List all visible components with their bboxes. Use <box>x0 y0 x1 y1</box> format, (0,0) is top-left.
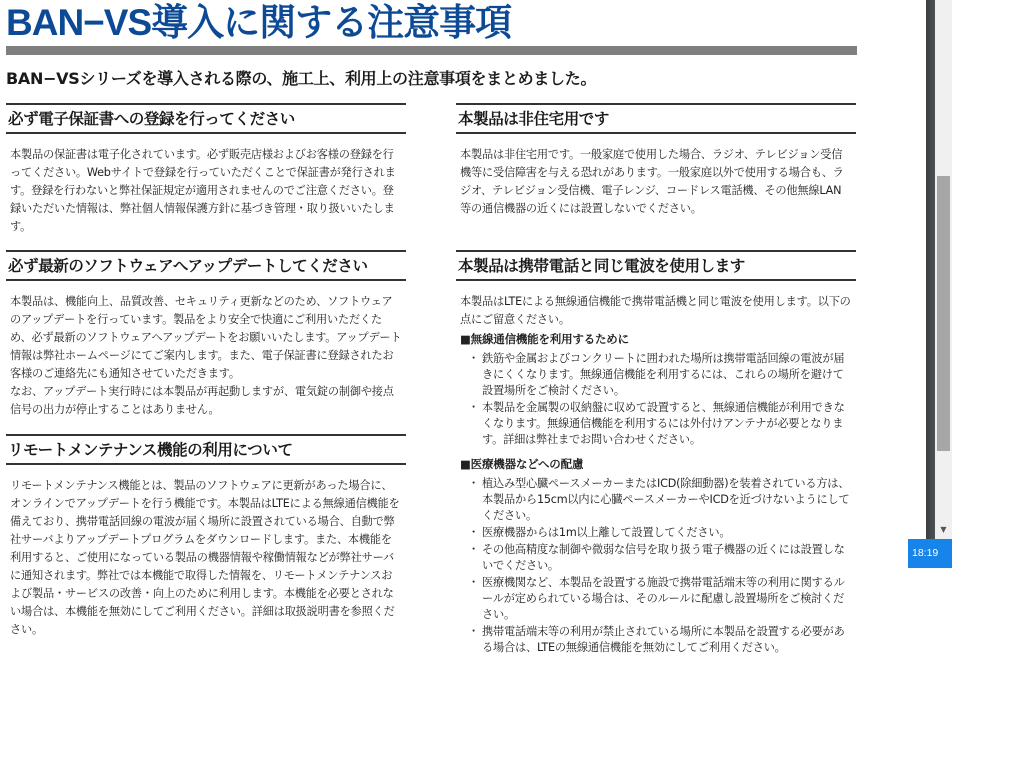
bullet-list-medical <box>460 476 852 656</box>
scroll-down-arrow-icon[interactable]: ▼ <box>940 525 947 534</box>
paragraph: 本製品は非住宅用です。一般家庭で使用した場合、ラジオ、テレビジョン受信機等に受信障害を与える恐れがあります。一般家庭以外で使用する場合も、ラジオ、テレビジョン受信機、電子レンジ、コードレス電話機、その他無線LAN等の通信機器の近くには設置しないでください。 <box>460 148 844 215</box>
section-non-residential <box>456 103 856 218</box>
bullet-item: ・ 医療機器からは1m以上離して設置してください。 <box>460 525 852 541</box>
section-heading: 本製品は携帯電話と同じ電波を使用します <box>456 250 856 281</box>
section-software-update <box>6 250 406 419</box>
section-body <box>6 134 406 236</box>
section-heading: リモートメンテナンス機能の利用について <box>6 434 406 465</box>
section-heading: 必ず電子保証書への登録を行ってください <box>6 103 406 134</box>
section-body <box>456 281 856 656</box>
section-body <box>456 134 856 218</box>
bullet-item: ・ 植込み型心臓ペースメーカーまたはICD(除細動器)を装着されている方は、本製品から15cm以内に心臓ペースメーカーやICDを近づけないようにしてください。 <box>460 476 852 524</box>
page-subtitle: BAN−VSシリーズを導入される際の、施工上、利用上の注意事項をまとめました。 <box>6 69 597 88</box>
page-title: BAN−VS導入に関する注意事項 <box>6 2 512 43</box>
paragraph: 本製品はLTEによる無線通信機能で携帯電話機と同じ電波を使用します。以下の点にご留意ください。 <box>460 295 851 326</box>
section-body <box>6 281 406 419</box>
bullet-item: ・ 鉄筋や金属およびコンクリートに囲われた場所は携帯電話回線の電波が届きにくくなります。無線通信機能を利用するには、これらの場所を避けて設置場所をご検討ください。 <box>460 351 852 399</box>
section-remote-maintenance <box>6 434 406 639</box>
bullet-item: ・ その他高精度な制御や微弱な信号を取り扱う電子機器の近くには設置しないでください。 <box>460 542 852 574</box>
section-heading: 必ず最新のソフトウェアへアップデートしてください <box>6 250 406 281</box>
subsection-heading-wireless: ■無線通信機能を利用するために <box>460 332 629 346</box>
paragraph: 本製品の保証書は電子化されています。必ず販売店様およびお客様の登録を行ってください。Webサイトで登録を行っていただくことで保証書が発行されます。登録を行わないと弊社保証規定が適用されませんのでご注意ください。登録いただいた情報は、弊社個人情報保護方針に基づき管理・取り扱いいたします。 <box>10 148 396 233</box>
scrollbar-thumb[interactable] <box>937 176 950 451</box>
section-warranty-registration <box>6 103 406 236</box>
bullet-list-wireless <box>460 351 852 448</box>
subsection-heading-medical: ■医療機器などへの配慮 <box>460 457 584 471</box>
section-body <box>6 465 406 639</box>
bullet-item: ・ 医療機関など、本製品を設置する施設で携帯電話端末等の利用に関するルールが定められている場合は、そのルールに配慮し設置場所をご検討ください。 <box>460 575 852 623</box>
paragraph: 本製品は、機能向上、品質改善、セキュリティ更新などのため、ソフトウェアのアップデートを行っています。製品をより安全で快適にご利用いただくため、必ず最新のソフトウェアへアップデートをお願いいたします。アップデート情報は弊社ホームページにてご案内します。また、電子保証書に登録されたお客様のご連絡先にも通知させていただきます。 <box>10 295 402 380</box>
section-mobile-radio <box>456 250 856 662</box>
window-edge <box>926 0 935 540</box>
section-heading: 本製品は非住宅用です <box>456 103 856 134</box>
bullet-item: ・ 携帯電話端末等の利用が禁止されている場所に本製品を設置する必要がある場合は、LTEの無線通信機能を無効にしてご利用ください。 <box>460 624 852 656</box>
title-underline-bar <box>6 46 857 55</box>
paragraph: リモートメンテナンス機能とは、製品のソフトウェアに更新があった場合に、オンラインでアップデートを行う機能です。本製品はLTEによる無線通信機能を備えており、携帯電話回線の電波が届く場所に設置されている場合、自動で弊社サーバよりアップデートプログラムをダウンロードします。また、本機能を利用すると、ご使用になっている製品の機器情報や稼働情報などが弊社サーバに通知されます。弊社では本機能で取得した情報を、リモートメンテナンスおよび製品・サービスの改善・向上のために利用します。本機能を必要とされない場合は、本機能を無効にしてご利用ください。詳細は取扱説明書を参照ください。 <box>10 479 400 636</box>
bullet-item: ・ 本製品を金属製の収納盤に収めて設置すると、無線通信機能が利用できなくなります。無線通信機能を利用するには外付けアンテナが必要となります。詳細は弊社までお問い合わせください。 <box>460 400 852 448</box>
paragraph: なお、アップデート実行時には本製品が再起動しますが、電気錠の制御や接点信号の出力が停止することはありません。 <box>10 385 394 416</box>
taskbar-clock[interactable]: 18:19 <box>908 539 952 568</box>
